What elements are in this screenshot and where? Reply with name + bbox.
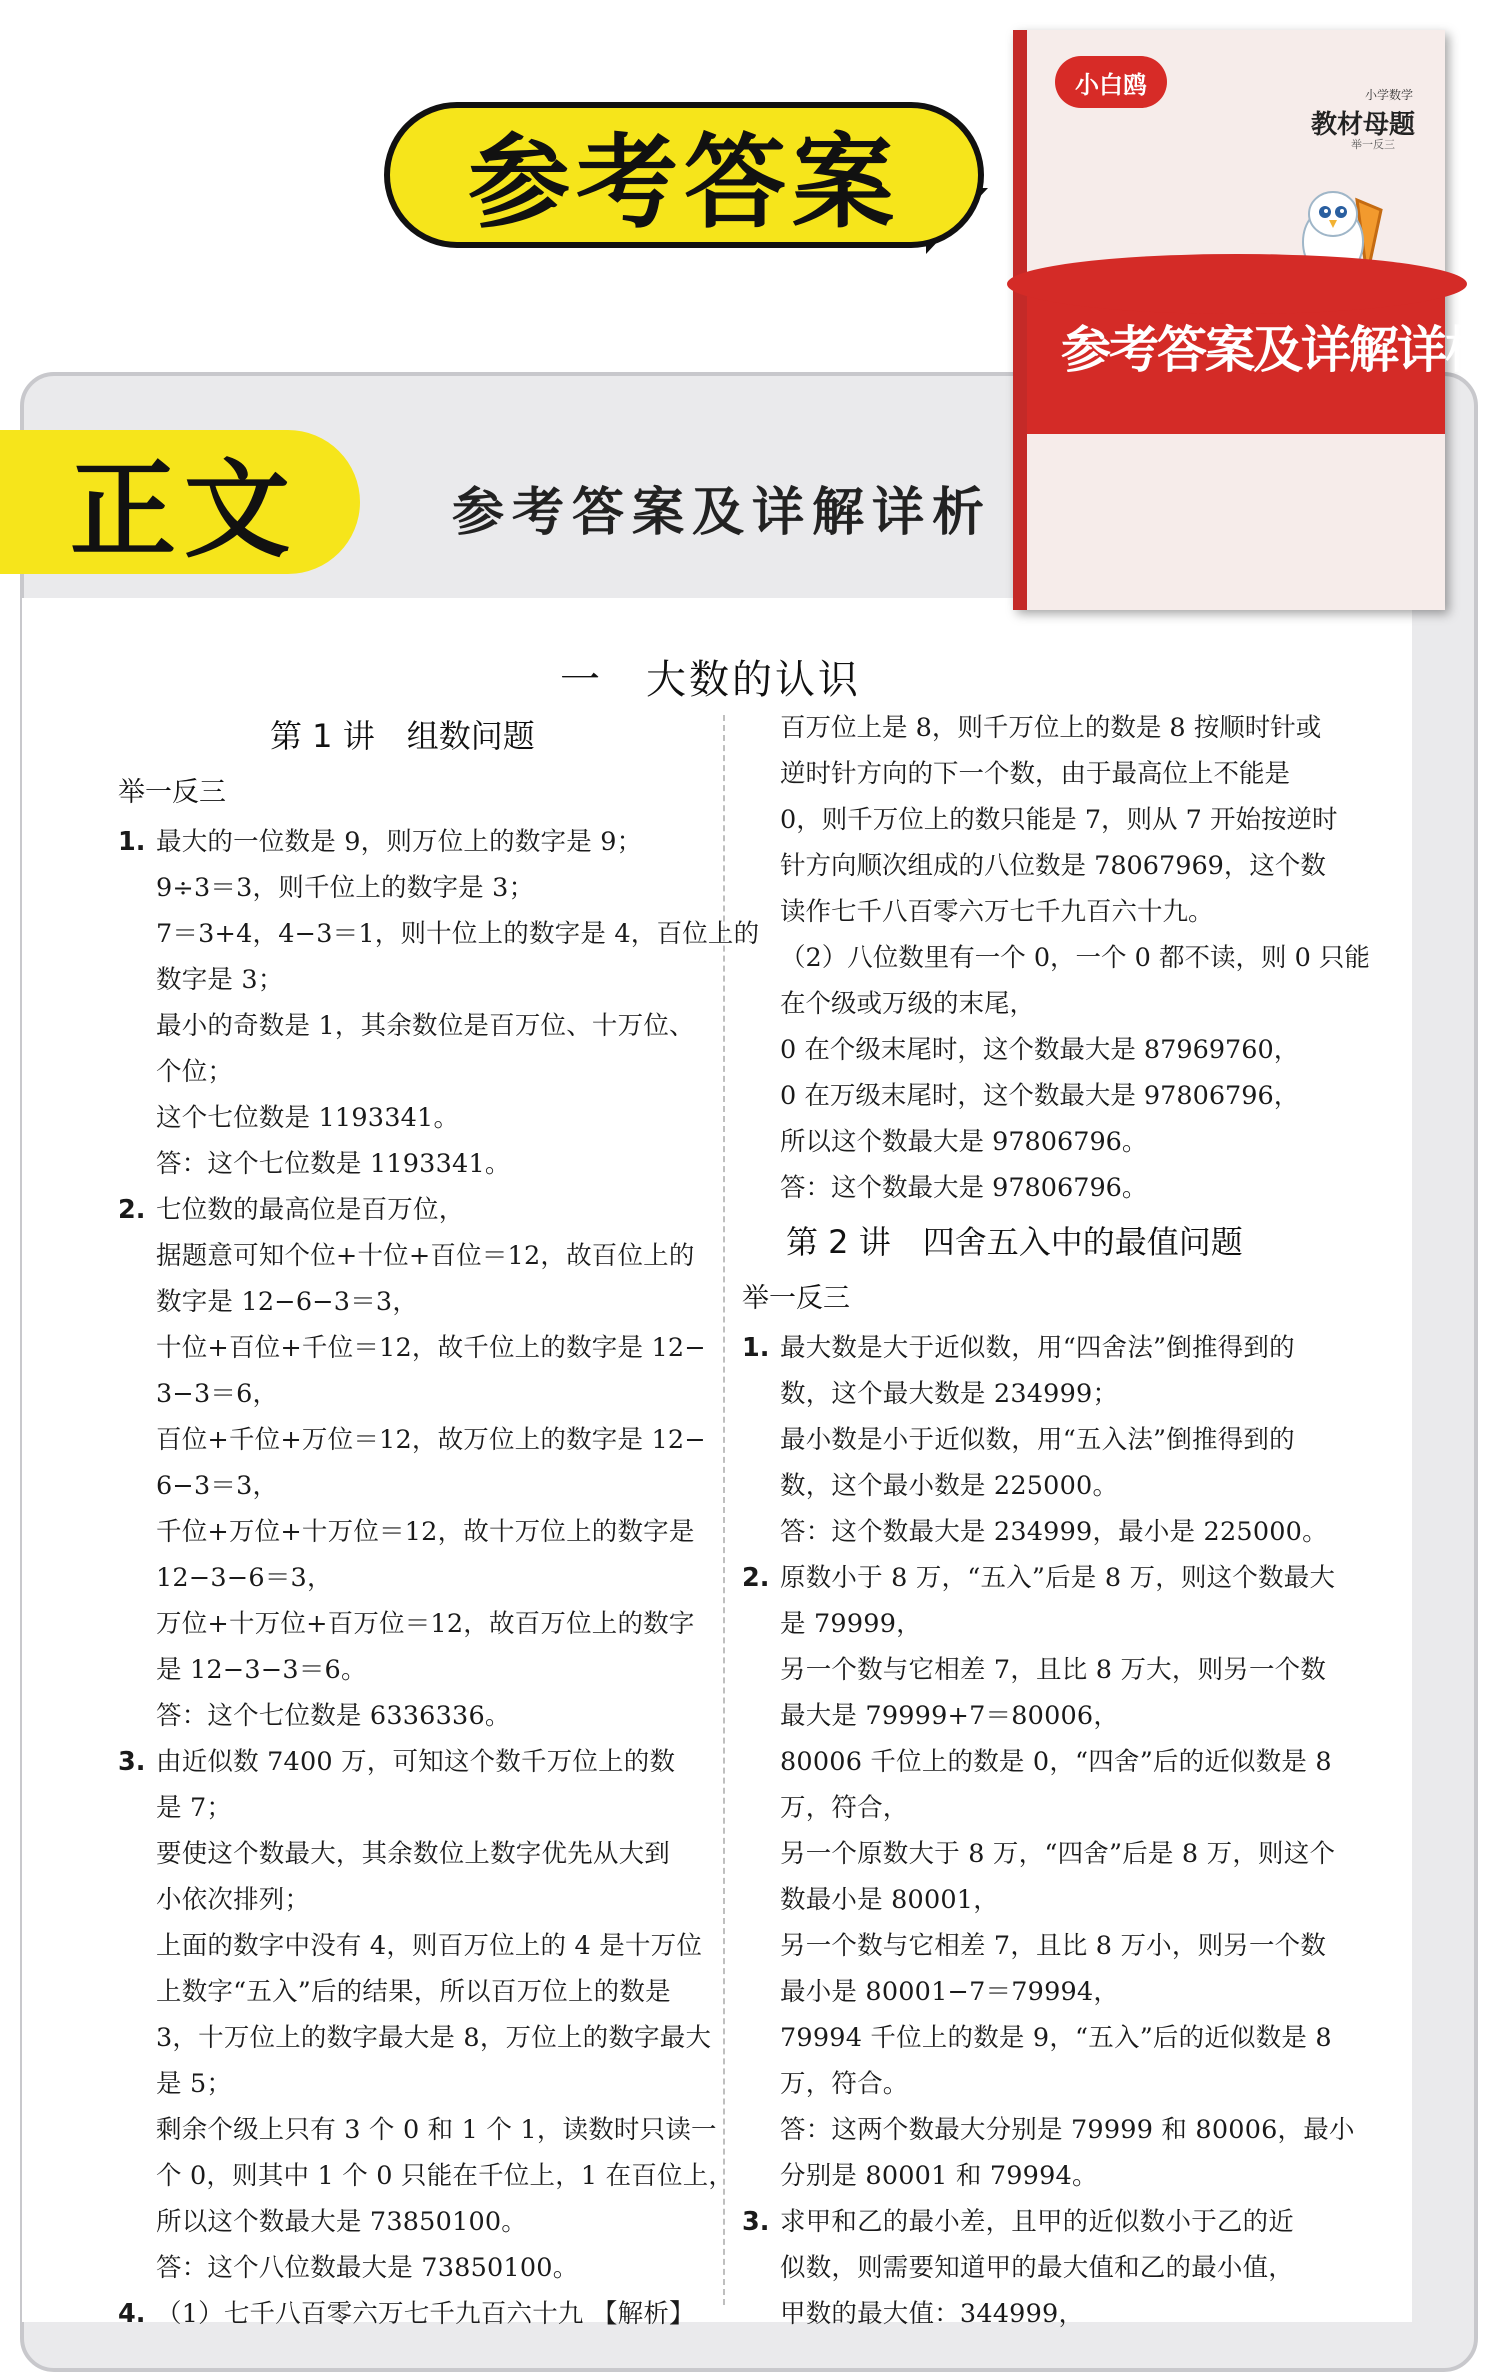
- answer-line: 要使这个数最大，其余数位上数字优先从大到: [156, 1839, 671, 1869]
- answer-line: 原数小于 8 万，“五入”后是 8 万，则这个数最大: [780, 1563, 1336, 1593]
- bubble-tail-fill: [925, 186, 975, 238]
- section-heading: 参考答案及详解详析: [452, 483, 993, 543]
- left-column: [118, 705, 760, 2337]
- answer-item: [118, 1739, 735, 2291]
- brand-logo: 小白鸥: [1055, 56, 1167, 108]
- answer-line: 6−3＝3，: [156, 1471, 279, 1501]
- answer-list: [742, 1325, 1355, 2337]
- lecture-title: 第 2 讲 四舍五入中的最值问题: [786, 1223, 1243, 1261]
- book-cover: [1013, 30, 1493, 610]
- banner-title: 参考答案: [468, 124, 900, 243]
- answer-line: 针方向顺次组成的八位数是 78067969，这个数: [780, 851, 1326, 881]
- answer-line: 上面的数字中没有 4，则百万位上的 4 是十万位: [156, 1931, 703, 1961]
- answer-item: [118, 2291, 712, 2337]
- answer-line: 万，符合，: [780, 1793, 909, 1823]
- subsection-title: 举一反三: [118, 777, 226, 808]
- answer-item: [742, 1325, 1342, 1555]
- answer-line: 所以这个数最大是 97806796。: [780, 1127, 1148, 1157]
- subsection-title: 举一反三: [742, 1283, 850, 1314]
- answer-line: 0，则千万位上的数只能是 7，则从 7 开始按逆时: [780, 805, 1338, 835]
- answer-item: [742, 2199, 1342, 2337]
- answer-number: 2.: [118, 1195, 146, 1225]
- answer-line: 9÷3＝3，则千位上的数字是 3；: [156, 873, 535, 903]
- answer-line: 百位+千位+万位＝12，故万位上的数字是 12−: [156, 1425, 706, 1455]
- answer-line: 最大数是大于近似数，用“四舍法”倒推得到的: [780, 1333, 1295, 1363]
- answer-line: 剩余个级上只有 3 个 0 和 1 个 1，读数时只读一: [156, 2115, 717, 2145]
- answer-number: 2.: [742, 1563, 770, 1593]
- answer-line: 另一个数与它相差 7，且比 8 万小，则另一个数: [780, 1931, 1327, 1961]
- section-tab-label: 正文: [70, 449, 298, 572]
- answer-line: 最小数是小于近似数，用“五入法”倒推得到的: [780, 1425, 1295, 1455]
- column-divider: [723, 715, 725, 2305]
- book-series: 教材母题: [1310, 110, 1415, 140]
- answer-line: 甲数的最大值：344999，: [780, 2299, 1085, 2329]
- answer-line: 数，这个最大数是 234999；: [780, 1379, 1119, 1409]
- answer-line: 这个七位数是 1193341。: [156, 1103, 460, 1133]
- answer-line: 答：这两个数最大分别是 79999 和 80006，最小: [780, 2115, 1355, 2145]
- answer-line: 0 在万级末尾时，这个数最大是 97806796，: [780, 1081, 1300, 1111]
- answer-line: 据题意可知个位+十位+百位＝12，故百位上的: [156, 1241, 695, 1271]
- answer-line: 80006 千位上的数是 0，“四舍”后的近似数是 8: [780, 1747, 1332, 1777]
- answer-line: 万，符合。: [780, 2069, 909, 2099]
- answer-line: 最小是 80001−7＝79994，: [780, 1977, 1120, 2007]
- answer-line: 数字是 3；: [156, 965, 284, 995]
- chapter-title: 一 大数的认识: [560, 657, 861, 703]
- answer-line: 3−3＝6，: [156, 1379, 279, 1409]
- answer-line: 由近似数 7400 万，可知这个数千万位上的数: [156, 1747, 676, 1777]
- answer-line: 0 在个级末尾时，这个数最大是 87969760，: [780, 1035, 1300, 1065]
- banner-bubble: [384, 102, 984, 248]
- answer-line: 数字是 12−6−3＝3，: [156, 1287, 419, 1317]
- answer-item: [118, 819, 760, 1187]
- answer-line: 79994 千位上的数是 9，“五入”后的近似数是 8: [780, 2023, 1332, 2053]
- answer-line: 答：这个七位数是 1193341。: [156, 1149, 511, 1179]
- answer-line: 数，这个最小数是 225000。: [780, 1471, 1119, 1501]
- answer-number: 1.: [742, 1333, 770, 1363]
- answer-line: 个位；: [156, 1057, 234, 1087]
- answer-line: 最小的奇数是 1，其余数位是百万位、十万位、: [156, 1011, 695, 1041]
- answer-line: 答：这个数最大是 97806796。: [780, 1173, 1148, 1203]
- answer-line: 所以这个数最大是 73850100。: [156, 2207, 527, 2237]
- answer-line: 3，十万位上的数字最大是 8，万位上的数字最大: [156, 2023, 712, 2053]
- answer-number: 1.: [118, 827, 146, 857]
- answer-line: 分别是 80001 和 79994。: [780, 2161, 1098, 2191]
- answer-line: 在个级或万级的末尾，: [780, 989, 1036, 1019]
- answer-line: 求甲和乙的最小差，且甲的近似数小于乙的近: [780, 2207, 1295, 2237]
- answer-line: 另一个原数大于 8 万，“四舍”后是 8 万，则这个: [780, 1839, 1336, 1869]
- answer-line: 数最小是 80001，: [780, 1885, 999, 1915]
- answer-line: 答：这个七位数是 6336336。: [156, 1701, 511, 1731]
- answer-line: 似数，则需要知道甲的最大值和乙的最小值，: [780, 2253, 1295, 2283]
- answer-line: （1）七千八百零六万七千九百六十九 【解析】: [156, 2299, 695, 2329]
- answer-line: 七位数的最高位是百万位，: [156, 1195, 465, 1225]
- answer-line: 12−3−6＝3，: [156, 1563, 333, 1593]
- answer-line: 千位+万位+十万位＝12，故十万位上的数字是: [156, 1517, 695, 1547]
- answer-line: （2）八位数里有一个 0，一个 0 都不读，则 0 只能: [780, 943, 1370, 973]
- answer-item: [742, 1555, 1355, 2199]
- section-tab: [0, 430, 360, 574]
- answer-line: 是 7；: [156, 1793, 233, 1823]
- book-title: 参考答案及详解详析: [1061, 321, 1493, 379]
- answer-item: [118, 1187, 712, 1739]
- continued-answer: [742, 705, 1370, 1211]
- answer-number: 3.: [118, 1747, 146, 1777]
- book-grade: 举一反三: [1351, 138, 1395, 151]
- answer-line: 7＝3+4，4−3＝1，则十位上的数字是 4，百位上的: [156, 919, 760, 949]
- answer-line: 最大的一位数是 9，则万位上的数字是 9；: [156, 827, 643, 857]
- answer-line: 是 12−3−3＝6。: [156, 1655, 367, 1685]
- answer-line: 百万位上是 8，则千万位上的数是 8 按顺时针或: [780, 713, 1322, 743]
- answer-line: 答：这个八位数最大是 73850100。: [156, 2253, 579, 2283]
- answer-line: 万位+十万位+百万位＝12，故百万位上的数字: [156, 1609, 695, 1639]
- answer-line: 个 0，则其中 1 个 0 只能在千位上，1 在百位上，: [156, 2161, 735, 2191]
- answer-line: 是 79999，: [780, 1609, 922, 1639]
- answer-line: 十位+百位+千位＝12，故千位上的数字是 12−: [156, 1333, 706, 1363]
- answer-line: 是 5；: [156, 2069, 233, 2099]
- lecture-title: 第 1 讲 组数问题: [270, 717, 535, 755]
- answer-line: 小依次排列；: [156, 1885, 311, 1915]
- answer-line: 答：这个数最大是 234999，最小是 225000。: [780, 1517, 1328, 1547]
- book-subject: 小学数学: [1364, 88, 1413, 102]
- answer-list: [118, 819, 760, 2337]
- answer-line: 上数字“五入”后的结果，所以百万位上的数是: [156, 1977, 671, 2007]
- answer-number: 3.: [742, 2207, 770, 2237]
- answer-number: 4.: [118, 2299, 146, 2329]
- answer-line: 另一个数与它相差 7，且比 8 万大，则另一个数: [780, 1655, 1327, 1685]
- answer-line: 读作七千八百零六万七千九百六十九。: [780, 897, 1214, 927]
- right-column: [742, 705, 1370, 2337]
- answer-line: 逆时针方向的下一个数，由于最高位上不能是: [780, 759, 1291, 789]
- answer-line: 最大是 79999+7＝80006，: [780, 1701, 1120, 1731]
